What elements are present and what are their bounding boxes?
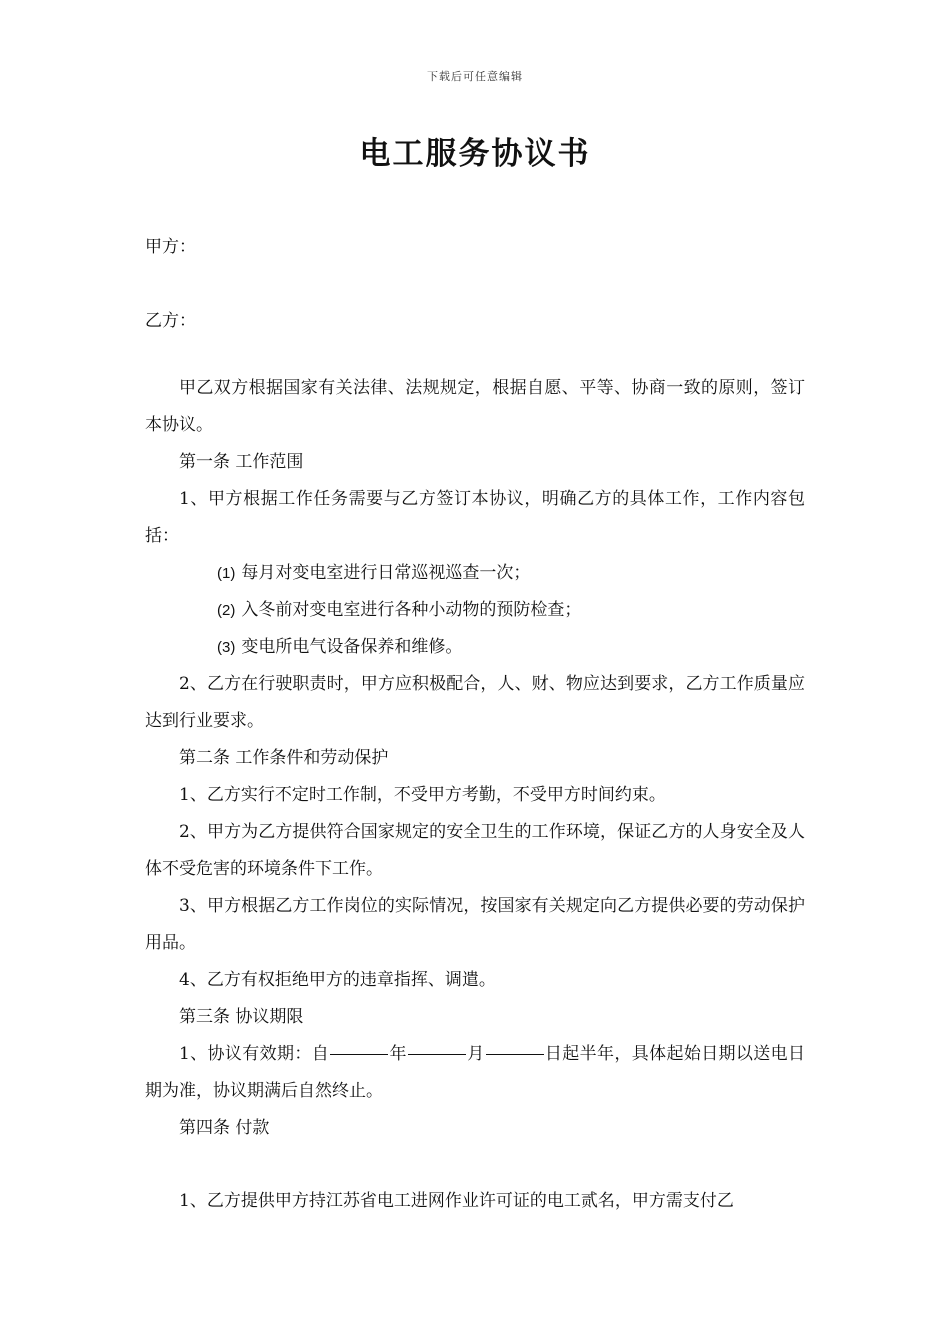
agreement-body bbox=[145, 370, 805, 1220]
header-note: 下载后可任意编辑 bbox=[427, 70, 523, 83]
article-1-item bbox=[145, 555, 805, 592]
item-text: 变电所电气设备保养和维修。 bbox=[241, 637, 463, 657]
article-2-clause-4: 4、乙方有权拒绝甲方的违章指挥、调遣。 bbox=[179, 970, 496, 990]
article-4-heading: 第四条 付款 bbox=[179, 1118, 270, 1138]
clause-prefix: 1、协议有效期：自 bbox=[179, 1044, 330, 1064]
article-3-heading: 第三条 协议期限 bbox=[179, 1007, 304, 1027]
item-number: (3) bbox=[217, 639, 236, 656]
article-1-heading: 第一条 工作范围 bbox=[179, 452, 304, 472]
clause-suffix: 日起半年，具体起始日期以送电日期为准，协议期满后自然终止。 bbox=[145, 1044, 806, 1101]
intro-paragraph: 甲乙双方根据国家有关法律、法规规定，根据自愿、平等、协商一致的原则，签订本协议。 bbox=[145, 378, 805, 435]
paragraph-gap bbox=[145, 1147, 805, 1183]
article-2-clause-1: 1、乙方实行不定时工作制，不受甲方考勤，不受甲方时间约束。 bbox=[179, 785, 666, 805]
year-label: 年 bbox=[389, 1044, 407, 1064]
party-a-label: 甲方： bbox=[145, 237, 196, 257]
item-text: 入冬前对变电室进行各种小动物的预防检查； bbox=[241, 600, 582, 620]
item-number: (1) bbox=[217, 565, 236, 582]
month-blank bbox=[408, 1053, 466, 1055]
article-2-clause-3: 3、甲方根据乙方工作岗位的实际情况，按国家有关规定向乙方提供必要的劳动保护用品。 bbox=[145, 896, 805, 953]
document-title: 电工服务协议书 bbox=[359, 136, 591, 172]
article-3-clause-1 bbox=[145, 1036, 805, 1110]
article-1-clause-2: 2、乙方在行驶职责时，甲方应积极配合，人、财、物应达到要求，乙方工作质量应达到行业要求。 bbox=[145, 674, 805, 731]
article-2-heading: 第二条 工作条件和劳动保护 bbox=[179, 748, 389, 768]
item-number: (2) bbox=[217, 602, 236, 619]
article-4-clause-1: 1、乙方提供甲方持江苏省电工进网作业许可证的电工贰名，甲方需支付乙 bbox=[179, 1191, 734, 1211]
article-2-clause-2: 2、甲方为乙方提供符合国家规定的安全卫生的工作环境，保证乙方的人身安全及人体不受危害的环境条件下工作。 bbox=[145, 822, 805, 879]
article-1-item bbox=[145, 592, 805, 629]
article-1-clause-1: 1、甲方根据工作任务需要与乙方签订本协议，明确乙方的具体工作，工作内容包括： bbox=[145, 489, 805, 546]
month-label: 月 bbox=[466, 1044, 485, 1064]
article-1-item bbox=[145, 629, 805, 666]
day-blank bbox=[486, 1053, 544, 1055]
item-text: 每月对变电室进行日常巡视巡查一次； bbox=[241, 563, 531, 583]
party-b-label: 乙方： bbox=[145, 311, 196, 331]
year-blank bbox=[330, 1053, 388, 1055]
